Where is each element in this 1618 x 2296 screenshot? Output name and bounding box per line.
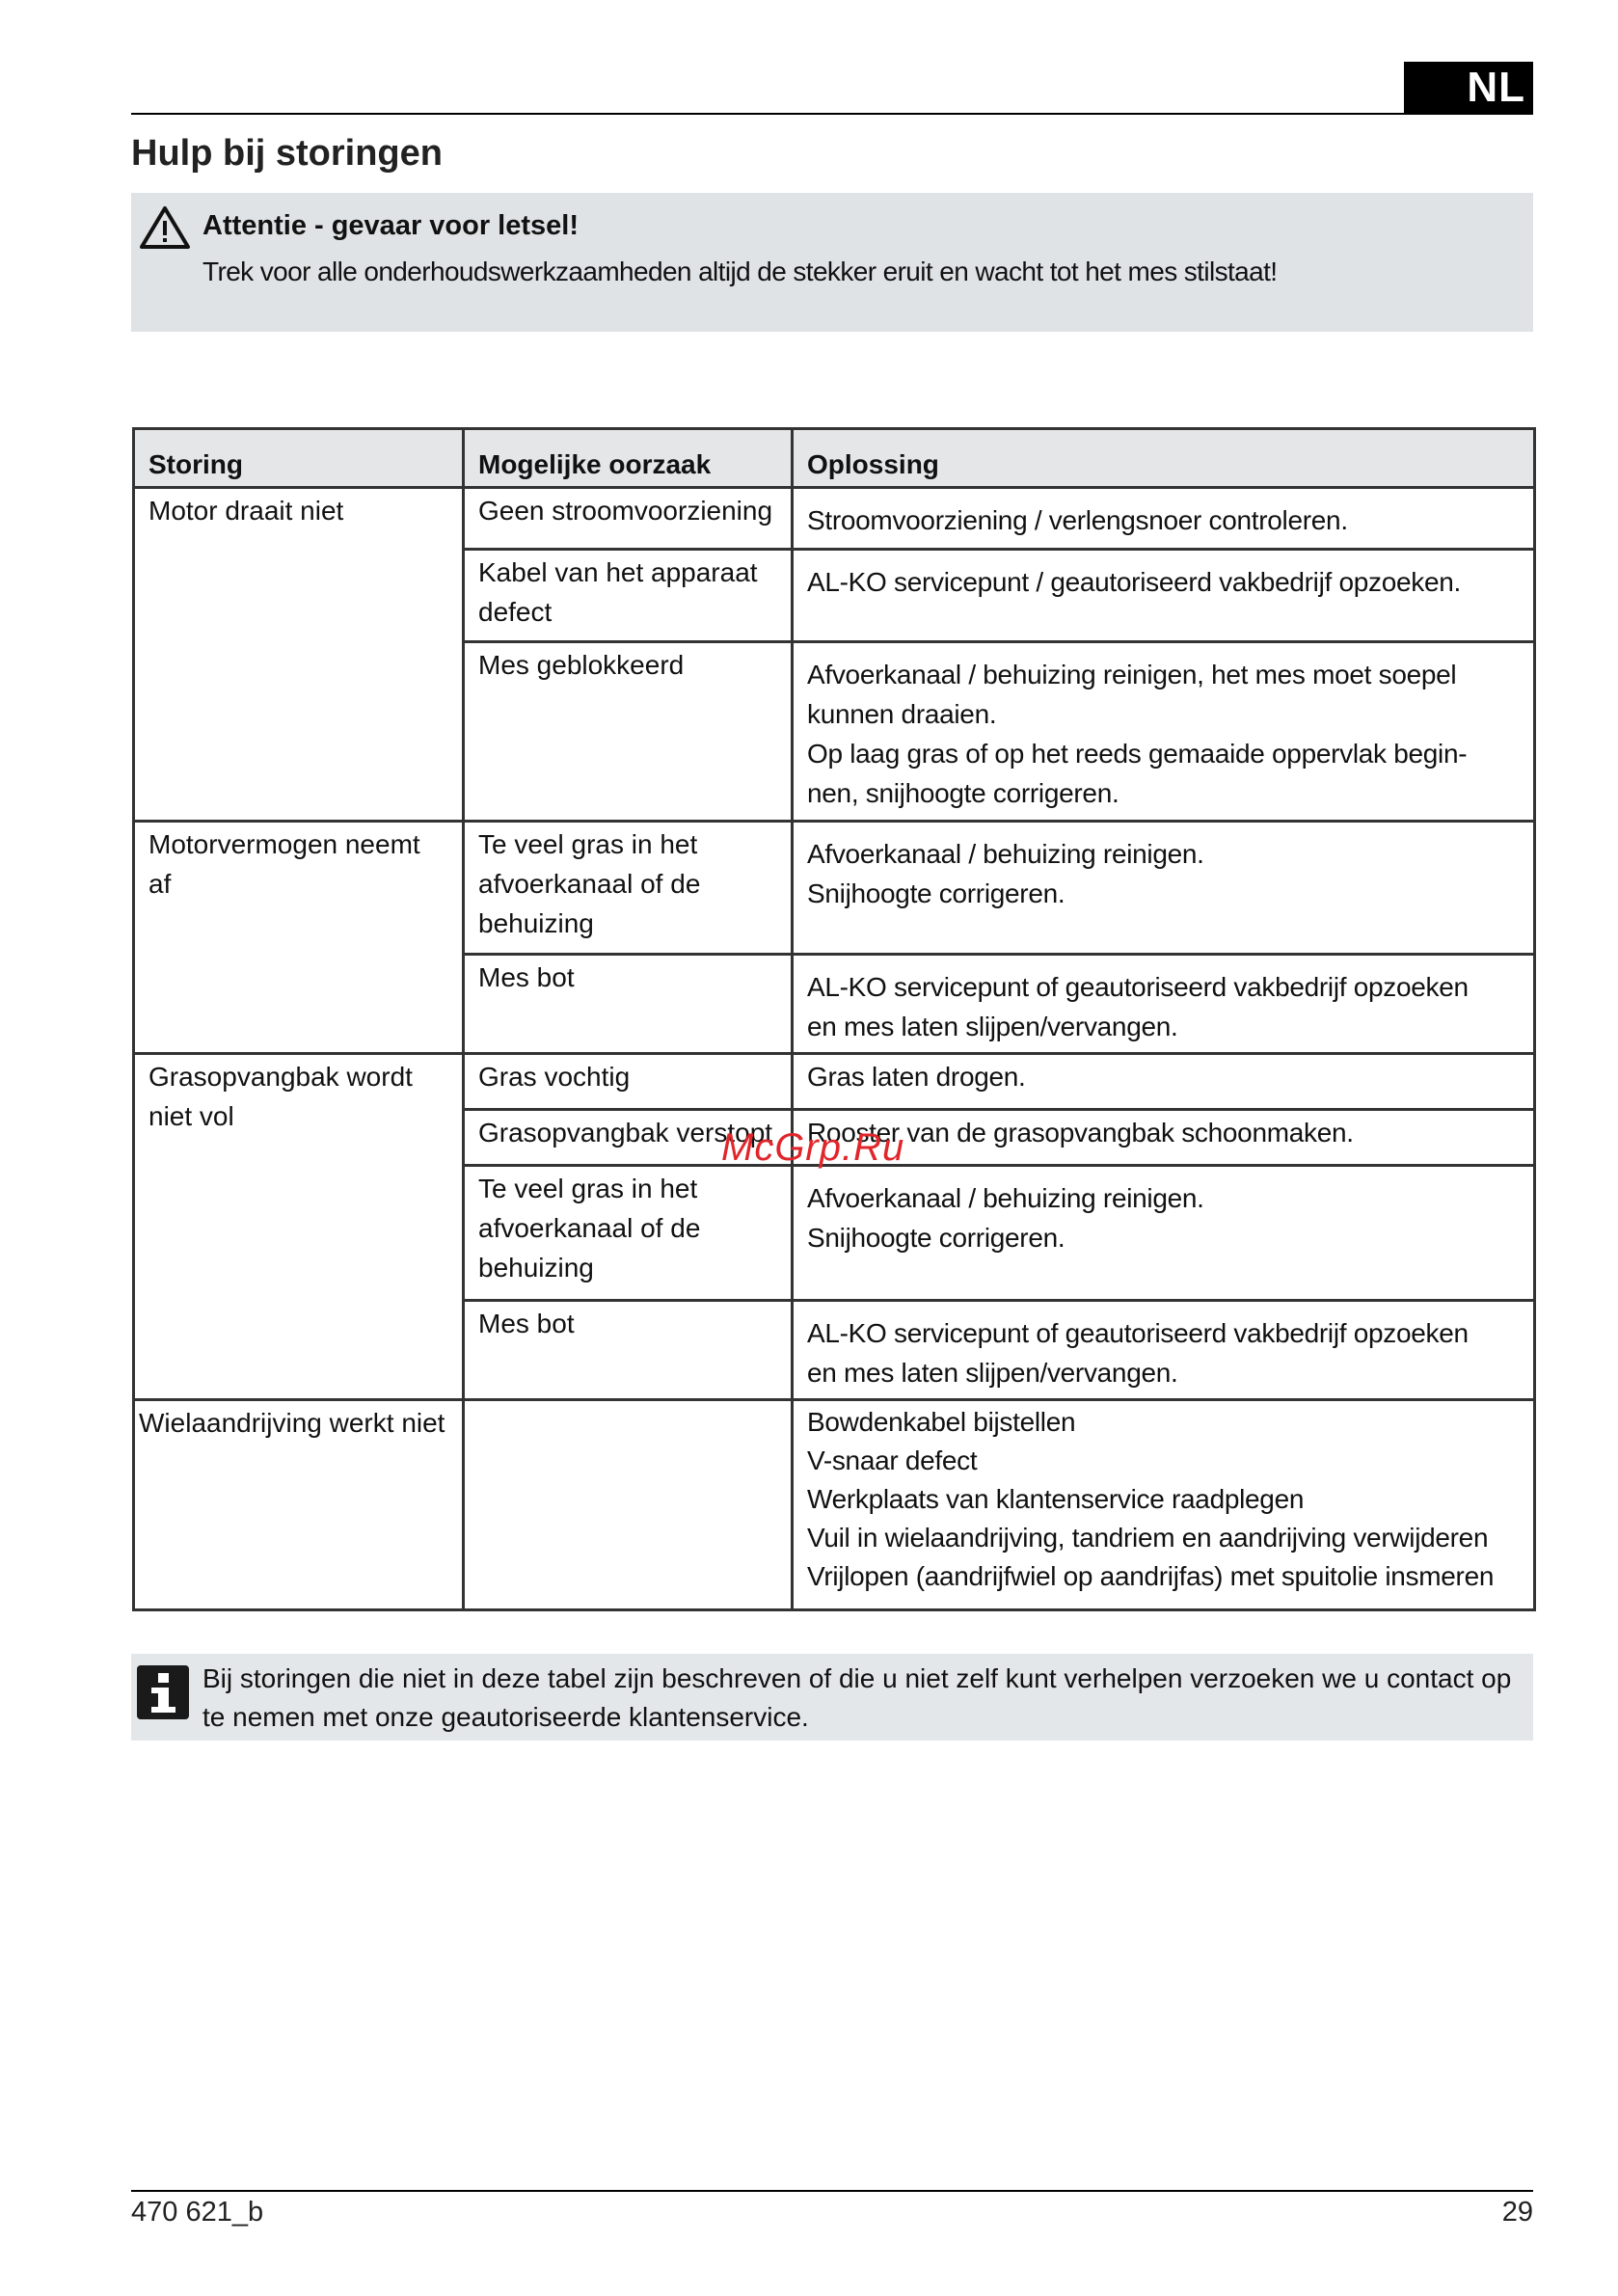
table-header-row	[134, 429, 1535, 488]
solution-cell: Afvoerkanaal / behuizing reinigen, het mes moet soepel kunnen draaien. Op laag gras of op het reeds gemaaide oppervlak begin- nen, snijhoogte corrigeren.	[793, 642, 1535, 822]
info-text: Bij storingen die niet in deze tabel zijn beschreven of die u niet zelf kunt verhelpen verzoeken we u contact op te nemen met onze geautoriseerde klantenservice.	[202, 1663, 1512, 1732]
watermark: McGrp.Ru	[721, 1126, 905, 1169]
solution-cell: Stroomvoorziening / verlengsnoer controleren.	[793, 488, 1535, 550]
fault-cell: Motor draait niet	[134, 488, 464, 822]
cause-cell: Te veel gras in het afvoerkanaal of de behuizing	[464, 1166, 793, 1301]
table-row	[134, 1400, 1535, 1610]
header-rule	[131, 113, 1533, 115]
warning-box	[131, 193, 1533, 332]
page-number: 29	[1501, 2197, 1533, 2228]
language-tab: NL	[1404, 62, 1533, 114]
warning-text: Trek voor alle onderhoudswerkzaamheden altijd de stekker eruit en wacht tot het mes stilstaat!	[202, 257, 1278, 286]
header-solution: Oplossing	[793, 429, 1535, 488]
solution-cell: Afvoerkanaal / behuizing reinigen. Snijhoogte corrigeren.	[793, 1166, 1535, 1301]
info-box	[131, 1654, 1533, 1741]
info-icon	[137, 1665, 189, 1719]
solution-cell: AL-KO servicepunt of geautoriseerd vakbedrijf opzoeken en mes laten slijpen/vervangen.	[793, 955, 1535, 1054]
warning-title: Attentie - gevaar voor letsel!	[202, 210, 579, 241]
solution-cell: AL-KO servicepunt of geautoriseerd vakbedrijf opzoeken en mes laten slijpen/vervangen.	[793, 1301, 1535, 1400]
document-number: 470 621_b	[131, 2197, 264, 2228]
table-row	[134, 822, 1535, 955]
cause-cell: Geen stroomvoorziening	[464, 488, 793, 550]
fault-cell: Wielaandrijving werkt niet	[134, 1400, 464, 1610]
cause-cell: Mes bot	[464, 955, 793, 1054]
warning-triangle-icon	[139, 204, 191, 251]
cause-cell: Mes geblokkeerd	[464, 642, 793, 822]
solution-cell: Gras laten drogen.	[793, 1054, 1535, 1110]
header-cause: Mogelijke oorzaak	[464, 429, 793, 488]
page-title: Hulp bij storingen	[131, 133, 443, 174]
footer-rule	[131, 2190, 1533, 2192]
header-fault: Storing	[134, 429, 464, 488]
solution-cell: AL-KO servicepunt / geautoriseerd vakbedrijf opzoeken.	[793, 550, 1535, 642]
cause-cell: Kabel van het apparaat defect	[464, 550, 793, 642]
cause-cell: Te veel gras in het afvoerkanaal of de behuizing	[464, 822, 793, 955]
solution-cell: Afvoerkanaal / behuizing reinigen. Snijhoogte corrigeren.	[793, 822, 1535, 955]
troubleshooting-table	[132, 427, 1536, 1611]
cause-cell: Gras vochtig	[464, 1054, 793, 1110]
cause-cell	[464, 1400, 793, 1610]
table-row	[134, 1054, 1535, 1110]
table-row	[134, 488, 1535, 550]
solution-cell: Bowdenkabel bijstellen V-snaar defect Werkplaats van klantenservice raadplegen Vuil in wielaandrijving, tandriem en aandrijving verwijderen Vrijlopen (aandrijfwiel op aandrijfas) met spuitolie insmeren	[793, 1400, 1535, 1610]
fault-cell: Grasopvangbak wordt niet vol	[134, 1054, 464, 1400]
cause-cell: Mes bot	[464, 1301, 793, 1400]
solution-cell: Rooster van de grasopvangbak schoonmaken.	[793, 1110, 1535, 1166]
fault-cell: Motorvermogen neemt af	[134, 822, 464, 1054]
cause-cell: Grasopvangbak verstopt	[464, 1110, 793, 1166]
